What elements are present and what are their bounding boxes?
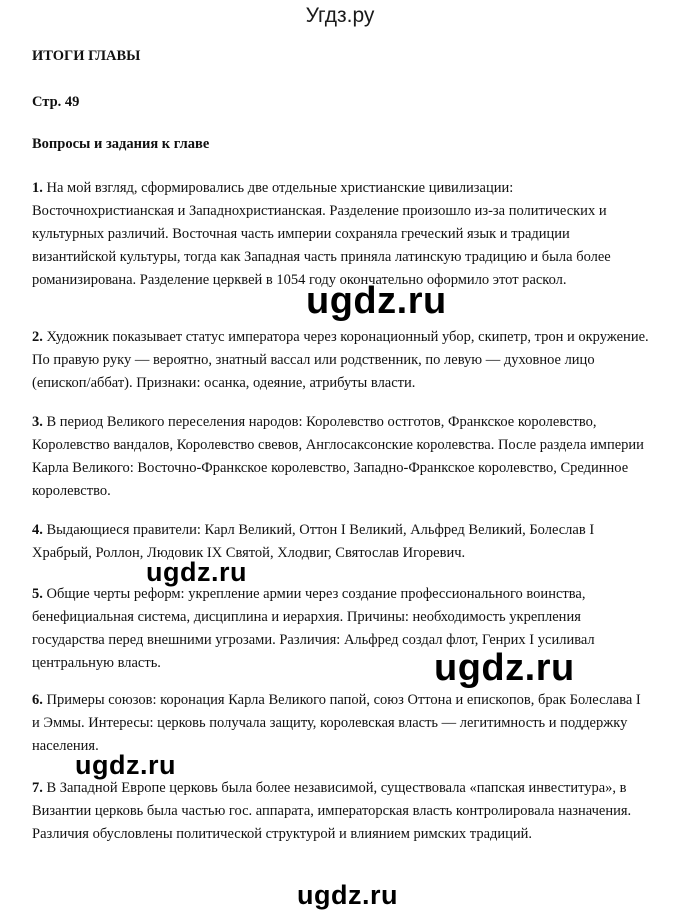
answer-number: 4. <box>32 522 43 538</box>
answer-text: Общие черты реформ: укрепление армии через создание профессионального воинства, бенефициальная система, дисциплина и иерархия. Причины: необходимость укрепления государства перед внешними угрозами. Различия: Альфред создал флот, Генрих I усиливал центральную власть. <box>32 586 595 671</box>
site-header: Угдз.ру <box>305 4 375 27</box>
page-reference: Стр. 49 <box>32 94 80 110</box>
answer-number: 2. <box>32 329 43 345</box>
watermark: ugdz.ru <box>297 880 398 910</box>
answer-text: Выдающиеся правители: Карл Великий, Оттон I Великий, Альфред Великий, Болеслав I Храбрый, Роллон, Людовик IX Святой, Хлодвиг, Святослав Игоревич. <box>32 522 595 561</box>
answer-1 <box>32 177 652 292</box>
answer-4 <box>32 519 652 565</box>
answer-text: Примеры союзов: коронация Карла Великого папой, союз Оттона и епископов, брак Болеслава I и Эммы. Интересы: церковь получала защиту, королевская власть — легитимность и поддержку населения. <box>32 692 641 754</box>
answer-text: Художник показывает статус императора через коронационный убор, скипетр, трон и окружение. По правую руку — вероятно, знатный вассал или родственник, по левую — духовное лицо (епископ/аббат). Признаки: осанка, одеяние, атрибуты власти. <box>32 329 649 391</box>
answer-6 <box>32 689 652 758</box>
answer-7 <box>32 777 652 846</box>
answer-text: В период Великого переселения народов: Королевство остготов, Франкское королевство, Королевство вандалов, Королевство свевов, Англосаксонские королевства. После раздела империи Карла Великого: Восточно-Франкское королевство, Западно-Франкское королевство, Срединное королевство. <box>32 414 644 499</box>
answer-number: 5. <box>32 586 43 602</box>
answer-number: 3. <box>32 414 43 430</box>
watermark: ugdz.ru <box>75 750 176 780</box>
watermark: ugdz.ru <box>434 647 575 689</box>
watermark: ugdz.ru <box>146 557 247 587</box>
answer-text: На мой взгляд, сформировались две отдельные христианские цивилизации: Восточнохристианская и Западнохристианская. Разделение произошло из-за политических и культурных различий. Восточная часть империи сохраняла греческий язык и традиции византийской культуры, тогда как Западная часть приняла латинскую традицию и была более романизирована. Разделение церквей в 1054 году окончательно оформило этот раскол. <box>32 180 611 288</box>
chapter-title: ИТОГИ ГЛАВЫ <box>32 48 141 64</box>
answer-3 <box>32 411 652 503</box>
answer-number: 6. <box>32 692 43 708</box>
section-title: Вопросы и задания к главе <box>32 136 210 152</box>
answer-number: 7. <box>32 780 43 796</box>
answer-2 <box>32 326 652 395</box>
answer-text: В Западной Европе церковь была более независимой, существовала «папская инвеститура», в Византии церковь была частью гос. аппарата, императорская власть контролировала назначения. Различия обусловлены политической структурой и влиянием римских традиций. <box>32 780 632 842</box>
answer-number: 1. <box>32 180 43 196</box>
watermark: ugdz.ru <box>306 280 447 322</box>
